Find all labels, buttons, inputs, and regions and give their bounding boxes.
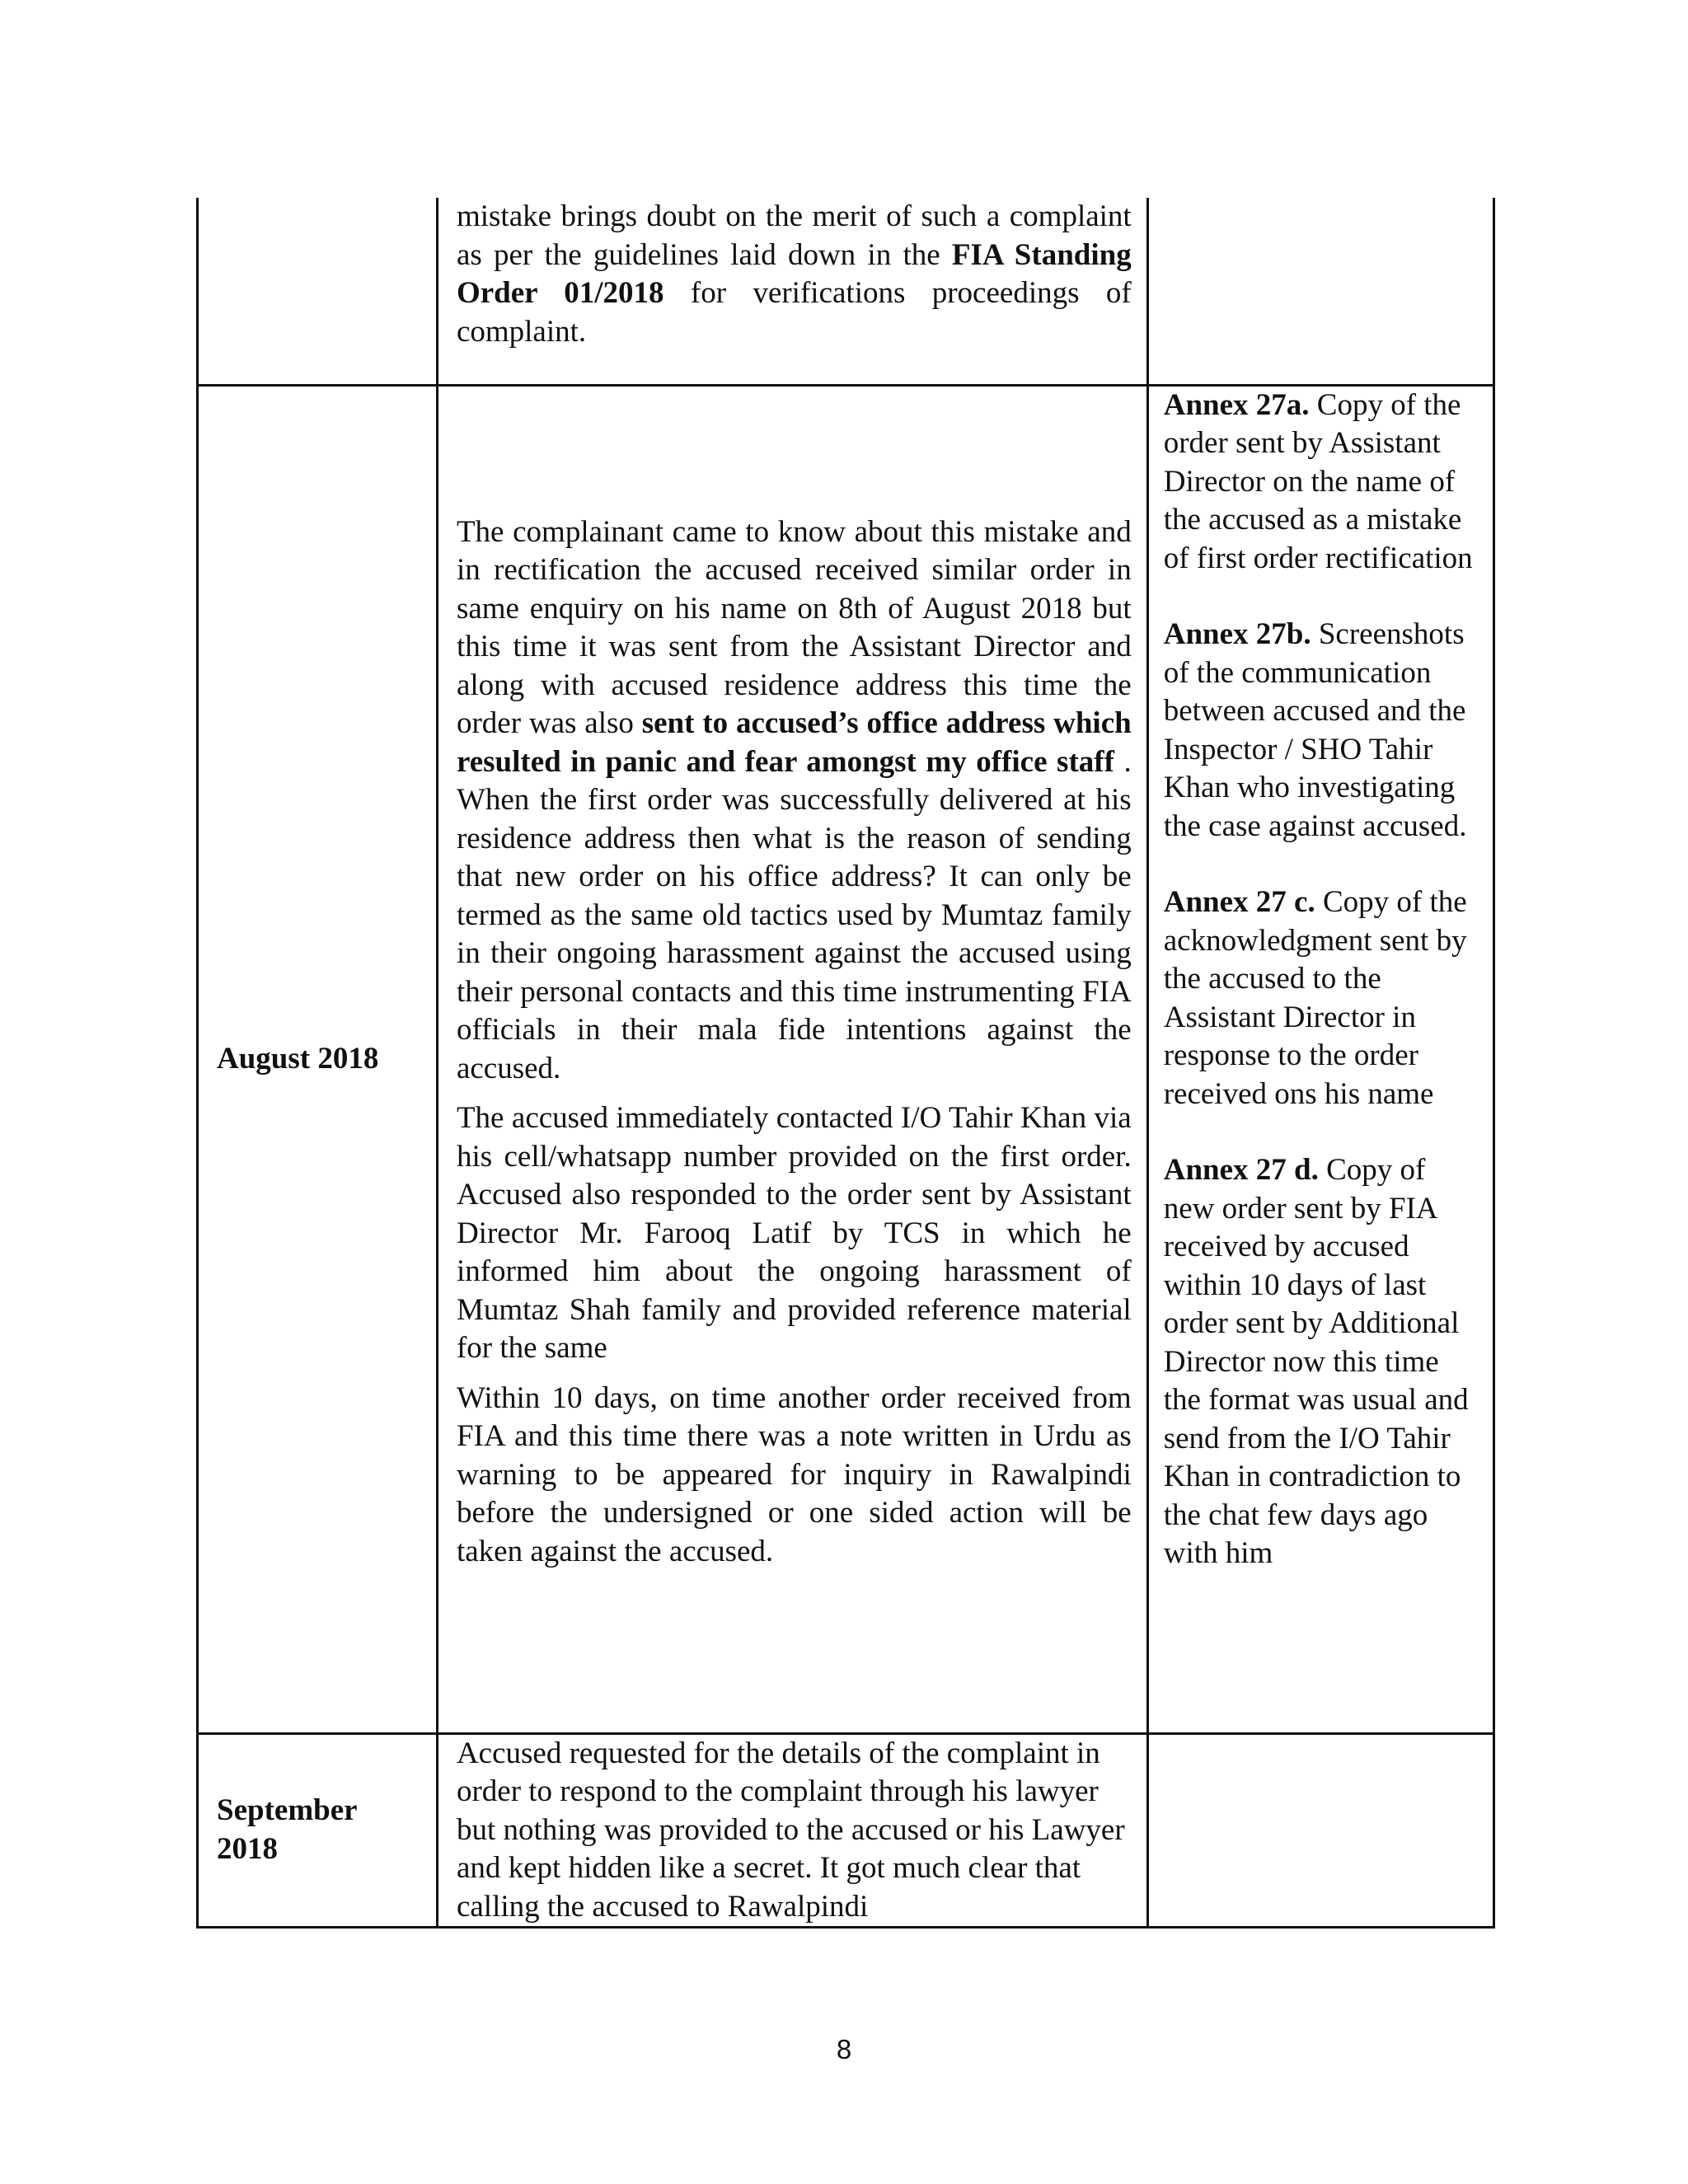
annex-item — [1164, 387, 1483, 579]
table-row-continued — [198, 198, 1494, 385]
description-paragraph — [457, 198, 1132, 351]
annex-text: Copy of the order sent by Assistant Director on the name of the accused as a mistake of first order rectification — [1163, 387, 1473, 575]
description-paragraph-3: Within 10 days, on time another order received from FIA and this time there was a note written in Urdu as warning to be appeared for inquiry in Rawalpindi before the undersigned or one sided action will be taken against the accused. — [456, 1380, 1132, 1568]
description-paragraph-2: The accused immediately contacted I/O Tahir Khan via his cell/whatsapp number provided on the first order. Accused also responded to the order sent by Assistant Director Mr. Farooq Latif by TCS in which he informed him about the ongoing harassment of Mumtaz Shah family and provided reference material for the same — [456, 1101, 1132, 1365]
text-run: mistake brings doubt on the merit of such a complaint as per the guidelines laid down in the — [456, 199, 1132, 272]
annex-text: Screenshots of the communication between accused and the Inspector / SHO Tahir Khan who investigating the case against accused. — [1163, 617, 1467, 843]
date-cell-empty — [198, 198, 438, 385]
text-run: The complainant came to know about this mistake and in rectification the accused received similar order in same enquiry on his name on 8th of August 2018 but this time it was sent from the Assistant Director and along with accused residence address this time the order was also — [456, 514, 1132, 740]
annex-label: Annex 27a. — [1163, 387, 1310, 422]
annex-label: Annex 27 d. — [1163, 1153, 1319, 1187]
bold-reference: FIA Standing Order 01/2018 — [456, 237, 1132, 310]
date-label: August 2018 — [217, 1041, 379, 1076]
annex-text: Copy of the acknowledgment sent by the accused to the Assistant Director in response to the order received ons his name — [1163, 885, 1467, 1111]
annex-item — [1164, 1151, 1483, 1573]
annex-cell — [1147, 385, 1493, 1733]
annex-label: Annex 27b. — [1163, 617, 1311, 651]
date-cell — [198, 385, 438, 1733]
page-number: 8 — [836, 2034, 852, 2064]
table-row-september-2018 — [198, 1733, 1494, 1928]
text-run: for verifications proceedings of complaint. — [456, 276, 1132, 349]
table-row-august-2018 — [198, 385, 1494, 1733]
annex-cell-empty — [1147, 1733, 1493, 1928]
annex-text: Copy of new order sent by FIA received by accused within 10 days of last order sent by Additional Director now this time the format was usual and send from the I/O Tahir Khan in contradiction to the chat few days ago with him — [1163, 1153, 1469, 1570]
date-cell — [198, 1733, 438, 1928]
annex-label: Annex 27 c. — [1163, 885, 1315, 919]
description-paragraph-1 — [457, 513, 1132, 1089]
description-cell — [437, 198, 1147, 385]
date-label-line1: September — [217, 1793, 358, 1828]
annex-cell-empty — [1147, 198, 1493, 385]
text-run: . When the first order was successfully delivered at his residence address then what is the reason of sending that new order on his office address? It can only be termed as the same old tactics used by Mumtaz family in their ongoing harassment against the accused using their personal contacts and this time instrumenting FIA officials in their mala fide intentions against the accused. — [456, 744, 1132, 1085]
annex-item — [1164, 883, 1483, 1113]
annex-item — [1164, 616, 1483, 846]
description-cell — [437, 385, 1147, 1733]
description-cell — [437, 1733, 1147, 1928]
date-label-line2: 2018 — [217, 1831, 278, 1866]
description-paragraph: Accused requested for the details of the complaint in order to respond to the complaint through his lawyer but nothing was provided to the accused or his Lawyer and kept hidden like a secret. It got much clear that calling the accused to Rawalpindi — [456, 1736, 1125, 1924]
bold-statement: sent to accused’s office address which resulted in panic and fear amongst my office staff — [456, 706, 1132, 779]
timeline-table — [196, 198, 1495, 1929]
